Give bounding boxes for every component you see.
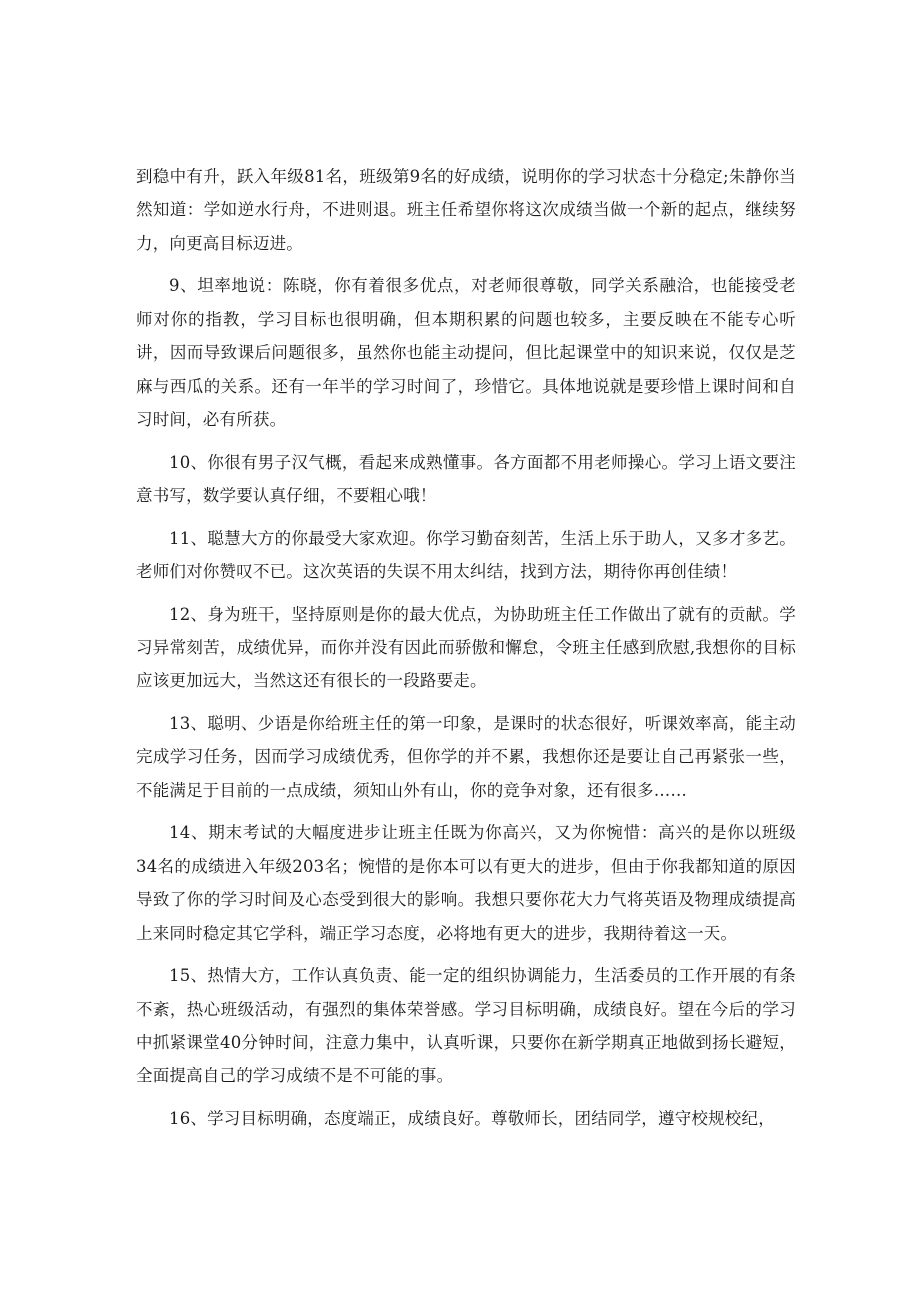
paragraph-item-12: 12、身为班干，坚持原则是你的最大优点，为协助班主任工作做出了就有的贡献。学习异常刻苦，成绩优异，而你并没有因此而骄傲和懈怠，令班主任感到欣慰,我想你的目标应该更加远大，当然这还有很长的一段路要走。 (136, 604, 796, 691)
paragraph-item-11: 11、聪慧大方的你最受大家欢迎。你学习勤奋刻苦，生活上乐于助人，又多才多艺。老师们对你赞叹不已。这次英语的失误不用太纠结，找到方法，期待你再创佳绩！ (136, 528, 796, 582)
paragraph-item-10: 10、你很有男子汉气概，看起来成熟懂事。各方面都不用老师操心。学习上语文要注意书写，数学要认真仔细，不要粗心哦！ (136, 452, 796, 506)
paragraph-item-9: 9、坦率地说：陈晓，你有着很多优点，对老师很尊敬，同学关系融洽，也能接受老师对你的指教，学习目标也很明确，但本期积累的问题也较多，主要反映在不能专心听讲，因而导致课后问题很多，虽然你也能主动提问，但比起课堂中的知识来说，仅仅是芝麻与西瓜的关系。还有一年半的学习时间了，珍惜它。具体地说就是要珍惜上课时间和自习时间，必有所获。 (136, 276, 796, 430)
paragraph-item-15: 15、热情大方，工作认真负责、能一定的组织协调能力，生活委员的工作开展的有条不紊，热心班级活动，有强烈的集体荣誉感。学习目标明确，成绩良好。望在今后的学习中抓紧课堂40分钟时间，注意力集中，认真听课，只要你在新学期真正地做到扬长避短，全面提高自己的学习成绩不是不可能的事。 (136, 966, 796, 1086)
paragraph-item-13: 13、聪明、少语是你给班主任的第一印象，是课时的状态很好，听课效率高，能主动完成学习任务，因而学习成绩优秀，但你学的并不累，我想你还是要让自己再紧张一些，不能满足于目前的一点成绩，须知山外有山，你的竞争对象，还有很多…… (136, 714, 796, 800)
paragraph-item-14: 14、期末考试的大幅度进步让班主任既为你高兴，又为你惋惜：高兴的是你以班级34名的成绩进入年级203名；惋惜的是你本可以有更大的进步，但由于你我都知道的原因导致了你的学习时间及心态受到很大的影响。我想只要你花大力气将英语及物理成绩提高上来同时稳定其它学科，端正学习态度，必将地有更大的进步，我期待着这一天。 (136, 823, 796, 943)
paragraph-continuation: 到稳中有升，跃入年级81名，班级第9名的好成绩，说明你的学习状态十分稳定;朱静你当然知道：学如逆水行舟，不进则退。班主任希望你将这次成绩当做一个新的起点，继续努力，向更高目标迈进。 (136, 167, 796, 253)
paragraph-item-16: 16、学习目标明确，态度端正，成绩良好。尊敬师长，团结同学，遵守校规校纪， (169, 1109, 775, 1129)
document-body (136, 160, 796, 1145)
